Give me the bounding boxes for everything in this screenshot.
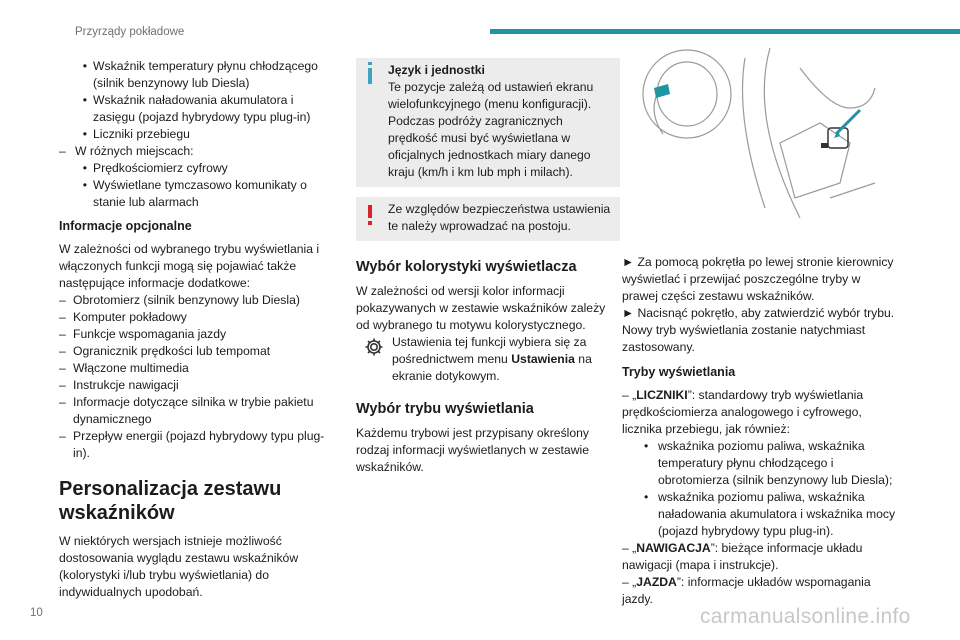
list-item: • wskaźnika poziomu paliwa, wskaźnika temperatury płynu chłodzącego i obrotomierza (silnik benzynowy lub Diesla);: [644, 439, 893, 487]
list-item: • wskaźnika poziomu paliwa, wskaźnika naładowania akumulatora i wskaźnika mocy (pojazd hybrydowy typu plug-in).: [644, 490, 896, 538]
warning-box: [356, 197, 620, 241]
warning-text: Ze względów bezpieczeństwa ustawienia te należy wprowadzać na postoju.: [388, 202, 611, 233]
gear-icon: [356, 334, 392, 385]
mode-3: – „JAZDA”: informacje układów wspomagania jazdy.: [622, 575, 871, 606]
warning-icon: [368, 205, 372, 218]
list-item: • Prędkościomierz cyfrowy: [82, 161, 228, 175]
running-header: Przyrządy pokładowe: [75, 26, 185, 38]
list-item: – Przepływ energii (pojazd hybrydowy typu plug-in).: [59, 429, 325, 460]
steering-wheel-illustration: [630, 48, 880, 228]
mode-heading: Wybór trybu wyświetlania: [356, 401, 534, 417]
modes-heading: Tryby wyświetlania: [622, 365, 736, 379]
optional-text: W zależności od wybranego trybu wyświetlania i włączonych funkcji mogą się pojawiać także następujące informacje dodatkowe:: [59, 242, 320, 290]
color-heading: Wybór kolorystyki wyświetlacza: [356, 259, 577, 275]
watermark: carmanualsonline.info: [700, 605, 911, 628]
list-item: – Komputer pokładowy: [59, 310, 187, 324]
list-item: – Instrukcje nawigacji: [59, 378, 179, 392]
step-result: Nowy tryb wyświetlania zostanie natychmiast zastosowany.: [622, 323, 866, 354]
list-item: – Włączone multimedia: [59, 361, 189, 375]
info-icon: [368, 62, 372, 65]
step-1: ► Za pomocą pokrętła po lewej stronie kierownicy wyświetlać i przewijać poszczególne tryby w prawej części zestawu wskaźników.: [622, 255, 894, 303]
arrow-right-icon: ►: [622, 306, 635, 320]
info-text: Te pozycje zależą od ustawień ekranu wielofunkcyjnego (menu konfiguracji). Podczas podróży zagranicznych prędkość musi być wyświetlana w oficjalnych jednostkach miary danego kraju (km/h i km lub mph i milach).: [388, 80, 594, 179]
list-item: – W różnych miejscach:: [59, 144, 194, 158]
info-box: [356, 58, 620, 187]
list-item: • Wskaźnik temperatury płynu chłodzącego (silnik benzynowy lub Diesla): [82, 59, 318, 90]
info-title: Język i jednostki: [388, 63, 485, 77]
arrow-right-icon: ►: [622, 255, 635, 269]
list-item: – Obrotomierz (silnik benzynowy lub Diesla): [59, 293, 300, 307]
settings-note: Ustawienia tej funkcji wybiera się za pośrednictwem menu Ustawienia na ekranie dotykowym.: [356, 334, 620, 385]
list-item: – Ogranicznik prędkości lub tempomat: [59, 344, 271, 358]
list-item: – Informacje dotyczące silnika w trybie pakietu dynamicznego: [59, 395, 314, 426]
optional-heading: Informacje opcjonalne: [59, 219, 192, 233]
column-3: [622, 254, 897, 608]
list-item: • Wskaźnik naładowania akumulatora i zasięgu (pojazd hybrydowy typu plug-in): [82, 93, 311, 124]
mode-text: Każdemu trybowi jest przypisany określony rodzaj informacji wyświetlanych w zestawie wskaźników.: [356, 426, 590, 474]
column-2: [356, 58, 620, 476]
page-number: 10: [30, 607, 43, 619]
color-text: W zależności od wersji kolor informacji pokazywanych w zestawie wskaźników zależy od wybranego tu motywu kolorystycznego.: [356, 284, 606, 332]
section-title: Personalizacja zestawu wskaźników: [59, 478, 282, 524]
list-item: • Wyświetlane tymczasowo komunikaty o stanie lub alarmach: [82, 178, 307, 209]
list-item: – Funkcje wspomagania jazdy: [59, 327, 227, 341]
list-item: • Liczniki przebiegu: [82, 127, 190, 141]
step-2: ► Nacisnąć pokrętło, aby zatwierdzić wybór trybu.: [622, 306, 895, 320]
section-text: W niektórych wersjach istnieje możliwość dostosowania wyglądu zestawu wskaźników (kolorystyki i/lub trybu wyświetlania) do indywidualnych upodobań.: [59, 534, 299, 599]
mode-1: – „LICZNIKI”: standardowy tryb wyświetlania prędkościomierza analogowego i cyfrowego, licznika przebiegu, jak również:: [622, 388, 864, 436]
header-accent-bar: [490, 29, 960, 34]
mode-2: – „NAWIGACJA”: bieżące informacje układu nawigacji (mapa i instrukcje).: [622, 541, 863, 572]
column-1: [59, 58, 330, 601]
